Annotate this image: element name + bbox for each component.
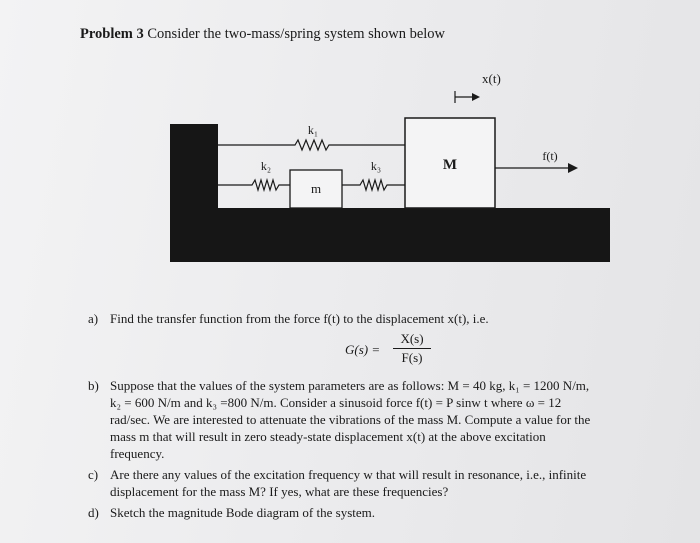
problem-number: Problem 3 [80, 26, 144, 42]
part-a-text: Find the transfer function from the force f(t) to the displacement x(t), i.e. [110, 311, 489, 326]
part-c-line-1: Are there any values of the excitation frequency w that will result in resonance, i.e., infinite [110, 467, 587, 482]
part-d [88, 505, 375, 521]
spring-k2 [218, 180, 290, 190]
big-mass-label: M [442, 157, 458, 173]
eq-denominator: F(s) [401, 350, 423, 365]
part-c-line-2: displacement for the mass M? If yes, what are these frequencies? [110, 484, 449, 499]
part-d-text: Sketch the magnitude Bode diagram of the system. [110, 505, 375, 520]
part-b-line-5: frequency. [110, 446, 165, 461]
k3-label: k₃ [370, 159, 382, 173]
part-a [88, 311, 489, 327]
part-a-letter: a) [88, 311, 99, 326]
small-mass-label: m [310, 181, 322, 196]
force-arrowhead [568, 163, 578, 173]
part-d-letter: d) [88, 505, 99, 520]
part-c [88, 467, 586, 483]
disp-arrowhead [472, 93, 480, 101]
part-b-line-3: rad/sec. We are interested to attenuate the vibrations of the mass M. Compute a value for the [110, 412, 591, 427]
spring-k3 [342, 180, 405, 190]
force-label: f(t) [542, 149, 558, 163]
part-b-line-2: k₂ = 600 N/m and k₃ =800 N/m. Consider a sinusoid force f(t) = P sinw t where ω = 12 [110, 395, 562, 410]
part-c-letter: c) [88, 467, 99, 482]
k1-label: k₁ [307, 123, 319, 137]
disp-label: x(t) [482, 71, 501, 86]
eq-lhs: G(s) = [345, 342, 381, 357]
part-b [88, 378, 589, 394]
problem-statement: Consider the two-mass/spring system shown below [147, 26, 446, 42]
part-b-line-1: Suppose that the values of the system parameters are as follows: M = 40 kg, k₁ = 1200 N/m, [110, 378, 590, 393]
eq-fraction [393, 331, 431, 366]
k2-label: k₂ [260, 159, 272, 173]
part-b-line-4: mass m that will result in zero steady-state displacement x(t) at the above excitation [110, 429, 546, 444]
eq-numerator: X(s) [393, 331, 431, 349]
part-b-letter: b) [88, 378, 99, 393]
spring-k1 [218, 140, 405, 150]
